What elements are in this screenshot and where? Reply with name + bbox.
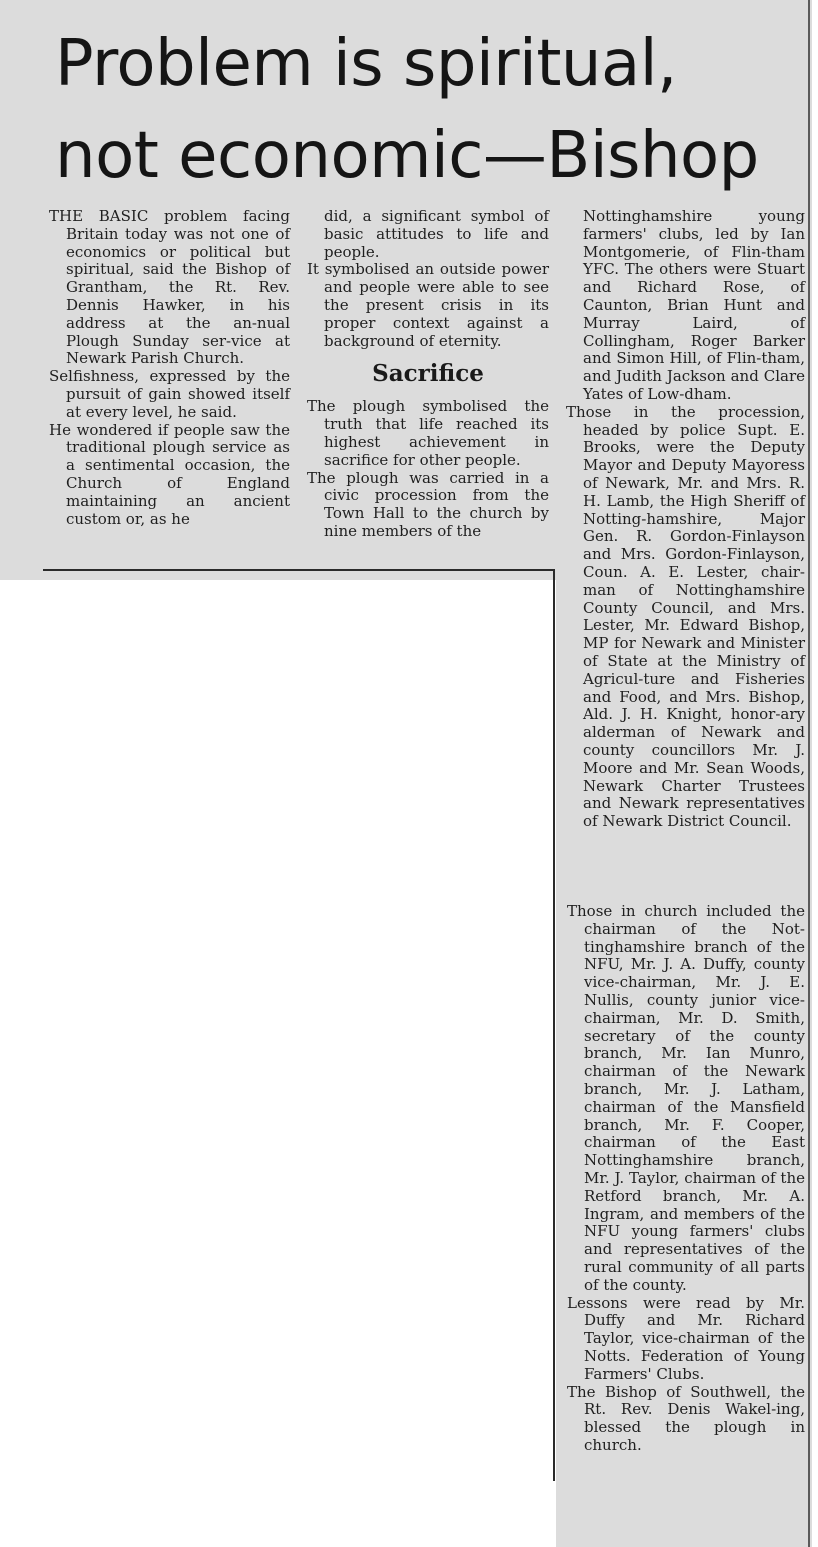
paragraph: Lessons were read by Mr. Duffy and Mr. Richard Taylor, vice-chairman of the Notts. Federation of Young Farmers' Clubs. xyxy=(567,1293,805,1383)
clipping-edge-rule xyxy=(808,0,810,1547)
headline-line-2: not economic—Bishop xyxy=(55,119,759,193)
paragraph: It symbolised an outside power and people were able to see the present crisis in its proper context against a background of eternity. xyxy=(307,260,549,350)
paragraph-continued: did, a significant symbol of basic attitudes to life and people. xyxy=(324,207,549,261)
article-column-3 xyxy=(567,208,805,831)
headline xyxy=(55,18,795,202)
column-rule-vertical xyxy=(553,569,555,1481)
crosshead: Sacrifice xyxy=(372,360,484,388)
paragraph: Selfishness, expressed by the pursuit of gain showed itself at every level, he said. xyxy=(49,367,290,421)
headline-line-1: Problem is spiritual, xyxy=(55,27,677,101)
paragraph: The Bishop of Southwell, the Rt. Rev. Denis Wakel-ing, blessed the plough in church. xyxy=(567,1382,805,1454)
paragraph: The plough was carried in a civic procession from the Town Hall to the church by nine members of the xyxy=(307,468,549,540)
paragraph: Those in the procession, headed by police Supt. E. Brooks, were the Deputy Mayor and Deputy Mayoress of Newark, Mr. and Mrs. R. H. Lamb, the High Sheriff of Notting-hamshire, Major Gen. R. Gordon-Finlayson and Mrs. Gordon-Finlayson, Coun. A. E. Lester, chair-man of Nottinghamshire County Council, and Mrs. Lester, Mr. Edward Bishop, MP for Newark and Minister of State at the Ministry of Agricul-ture and Fisheries and Food, and Mrs. Bishop, Ald. J. H. Knight, honor-ary alderman of Newark and county councillors Mr. J. Moore and Mr. Sean Woods, Newark Charter Trustees and Newark representatives of Newark District Council. xyxy=(566,402,805,831)
paragraph: He wondered if people saw the traditional plough service as a sentimental occasion, the Church of England maintaining an ancient custom or, as he xyxy=(49,420,290,528)
column-rule-horizontal xyxy=(43,569,554,571)
article-column-4 xyxy=(567,903,805,1455)
paragraph: THE BASIC problem facing Britain today was not one of economics or political but spiritual, said the Bishop of Grantham, the Rt. Rev. Dennis Hawker, in his address at the an-nual Plough Sunday ser-vice at Newark Parish Church. xyxy=(49,207,290,368)
paragraph: The plough symbolised the truth that life reached its highest achievement in sacrifice for other people. xyxy=(307,397,549,469)
article-column-2 xyxy=(307,208,549,541)
paragraph-continued: Nottinghamshire young farmers' clubs, led by Ian Montgomerie, of Flin-tham YFC. The others were Stuart and Richard Rose, of Caunton, Brian Hunt and Murray Laird, of Collingham, Roger Barker and Simon Hill, of Flin-tham, and Judith Jackson and Clare Yates of Low-dham. xyxy=(583,207,805,403)
article-column-1 xyxy=(49,208,290,528)
paragraph: Those in church included the chairman of the Not-tinghamshire branch of the NFU, Mr. J. A. Duffy, county vice-chairman, Mr. J. E. Nullis, county junior vice-chairman, Mr. D. Smith, secretary of the county branch, Mr. Ian Munro, chairman of the Newark branch, Mr. J. Latham, chairman of the Mansfield branch, Mr. F. Cooper, chairman of the East Nottinghamshire branch, Mr. J. Taylor, chairman of the Retford branch, Mr. A. Ingram, and members of the NFU young farmers' clubs and representatives of the rural community of all parts of the county. xyxy=(567,902,805,1294)
